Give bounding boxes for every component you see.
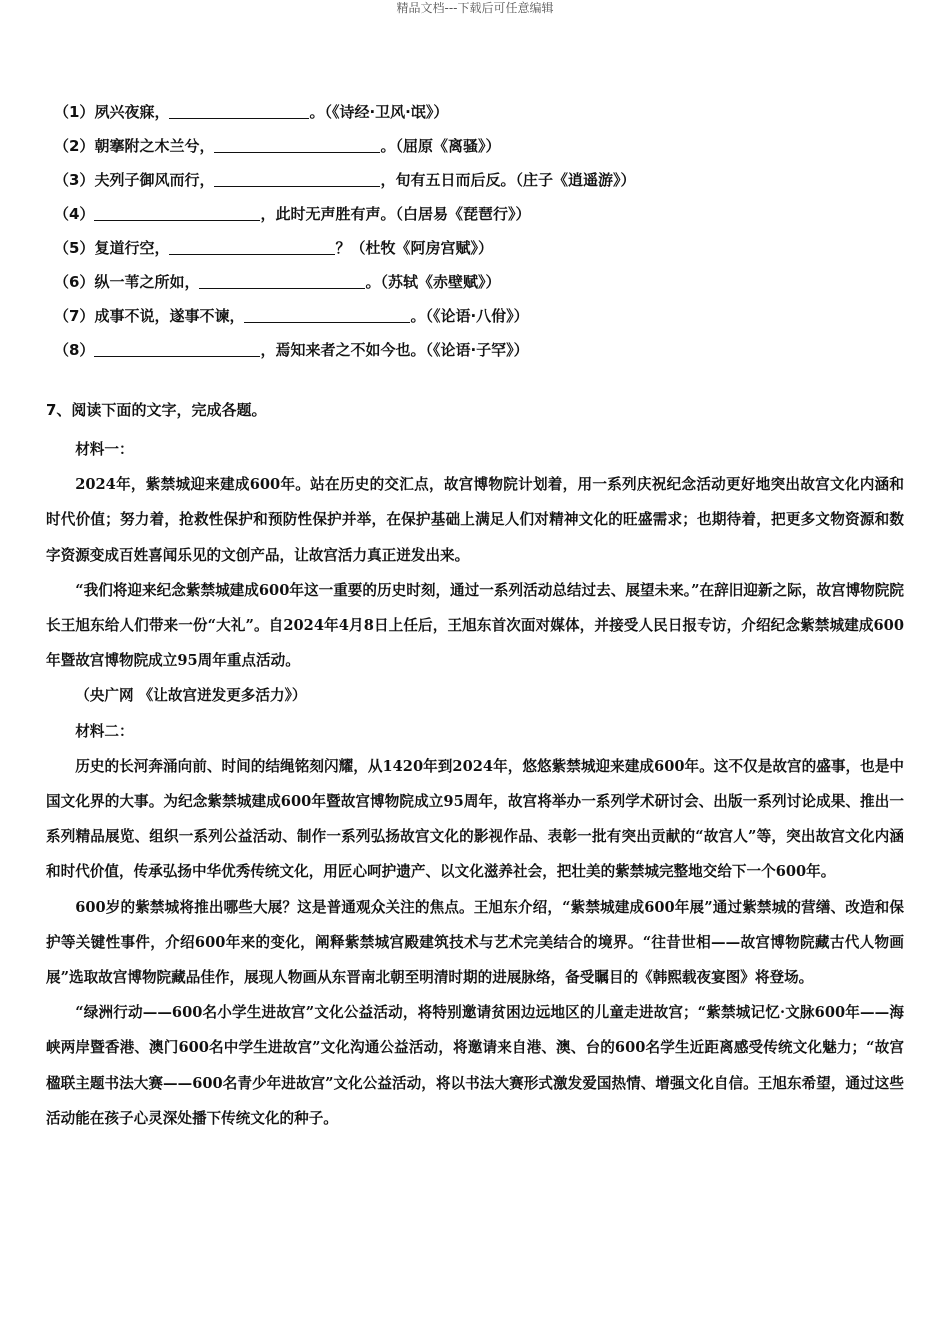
- material-two-paragraph: 历史的长河奔涌向前、时间的结绳铭刻闪耀，从1420年到2024年，悠悠紫禁城迎来建成600年。这不仅是故宫的盛事，也是中国文化界的大事。为纪念紫禁城建成600年暨故宫博物院成立95周年，故宫将举办一系列学术研讨会、出版一系列讨论成果、推出一系列精品展览、组织一系列公益活动、制作一系列弘扬故宫文化的影视作品、表彰一批有突出贡献的“故宫人”等，突出故宫文化内涵和时代价值，传承弘扬中华优秀传统文化，用匠心呵护遗产、以文化滋养社会，把壮美的紫禁城完整地交给下一个600年。: [46, 757, 904, 881]
- answer-blank[interactable]: [169, 238, 335, 255]
- item-number: （8）: [54, 341, 95, 359]
- material-two-paragraph: “绿洲行动——600名小学生进故宫”文化公益活动，将特别邀请贫困边远地区的儿童走进故宫；“紫禁城记忆·文脉600年——海峡两岸暨香港、澳门600名中学生进故宫”文化沟通公益活动，将邀请来自港、澳、台的600名学生近距离感受传统文化魅力；“故宫楹联主题书法大赛——600名青少年进故宫”文化公益活动，将以书法大赛形式激发爱国热情、增强文化自信。王旭东希望，通过这些活动能在孩子心灵深处播下传统文化的种子。: [46, 1004, 904, 1127]
- item-number: （5）: [54, 239, 95, 257]
- verse-text-before: 复道行空，: [94, 239, 170, 257]
- answer-blank[interactable]: [214, 136, 380, 153]
- verse-text-after: 。（《诗经·卫风·氓》）: [309, 103, 449, 121]
- fill-blank-item: [54, 338, 914, 372]
- answer-blank[interactable]: [244, 306, 410, 323]
- answer-blank[interactable]: [94, 340, 260, 357]
- verse-text-after: ，焉知来者之不如今也。（《论语·子罕》）: [260, 341, 529, 359]
- item-number: （4）: [54, 205, 95, 223]
- verse-text-before: 朝搴附之木兰兮，: [94, 137, 215, 155]
- answer-blank[interactable]: [94, 204, 260, 221]
- fill-blank-item: [54, 100, 914, 134]
- item-number: （7）: [54, 307, 95, 325]
- page-header: 精品文档---下载后可任意编辑: [396, 1, 554, 15]
- item-number: （1）: [54, 103, 95, 121]
- fill-blank-item: [54, 168, 914, 202]
- material-one-label: 材料一：: [75, 441, 134, 458]
- material-two-paragraph: 600岁的紫禁城将推出哪些大展？这是普通观众关注的焦点。王旭东介绍，“紫禁城建成600年展”通过紫禁城的营缮、改造和保护等关键性事件，介绍600年来的变化，阐释紫禁城宫殿建筑技术与艺术完美结合的境界。“往昔世相——故宫博物院藏古代人物画展”选取故宫博物院藏品佳作，展现人物画从东晋南北朝至明清时期的进展脉络，备受瞩目的《韩熙载夜宴图》将登场。: [46, 898, 904, 987]
- answer-blank[interactable]: [169, 102, 309, 119]
- verse-text-after: ？（杜牧《阿房宫赋》）: [335, 239, 493, 257]
- fill-blank-item: [54, 236, 914, 270]
- verse-text-after: 。（《论语·八佾》）: [410, 307, 529, 325]
- question-title: 7、阅读下面的文字，完成各题。: [46, 401, 267, 419]
- answer-blank[interactable]: [214, 170, 380, 187]
- fill-blank-item: [54, 202, 914, 236]
- verse-text-before: 夙兴夜寐，: [94, 103, 170, 121]
- fill-blank-item: [54, 304, 914, 338]
- verse-text-before: 夫列子御风而行，: [94, 171, 215, 189]
- verse-text-before: 成事不说，遂事不谏，: [94, 307, 245, 325]
- verse-text-after: ，旬有五日而后反。（庄子《逍遥游》）: [380, 171, 636, 189]
- fill-in-blank-list: [54, 100, 914, 372]
- fill-blank-item: [54, 270, 914, 304]
- verse-text-after: ，此时无声胜有声。（白居易《琵琶行》）: [260, 205, 531, 223]
- material-two-label: 材料二：: [75, 722, 134, 740]
- answer-blank[interactable]: [199, 272, 365, 289]
- verse-text-after: 。（苏轼《赤壁赋》）: [365, 273, 501, 291]
- reading-passage: [46, 432, 904, 1136]
- fill-blank-item: [54, 134, 914, 168]
- item-number: （3）: [54, 171, 95, 189]
- verse-text-after: 。（屈原《离骚》）: [380, 137, 501, 155]
- item-number: （2）: [54, 137, 95, 155]
- material-one-paragraph: 2024年，紫禁城迎来建成600年。站在历史的交汇点，故宫博物院计划着，用一系列庆祝纪念活动更好地突出故宫文化内涵和时代价值；努力着，抢救性保护和预防性保护并举，在保护基础上满足人们对精神文化的旺盛需求；也期待着，把更多文物资源和数字资源变成百姓喜闻乐见的文创产品，让故宫活力真正迸发出来。: [46, 476, 904, 564]
- material-one-source: （央广网 《让故宫迸发更多活力》）: [75, 687, 307, 705]
- material-one-paragraph: “我们将迎来纪念紫禁城建成600年这一重要的历史时刻，通过一系列活动总结过去、展望未来。”在辞旧迎新之际，故宫博物院院长王旭东给人们带来一份“大礼”。自2024年4月8日上任后，王旭东首次面对媒体，并接受人民日报专访，介绍纪念紫禁城建成600年暨故宫博物院成立95周年重点活动。: [46, 581, 904, 670]
- item-number: （6）: [54, 273, 95, 291]
- verse-text-before: 纵一苇之所如，: [94, 273, 200, 291]
